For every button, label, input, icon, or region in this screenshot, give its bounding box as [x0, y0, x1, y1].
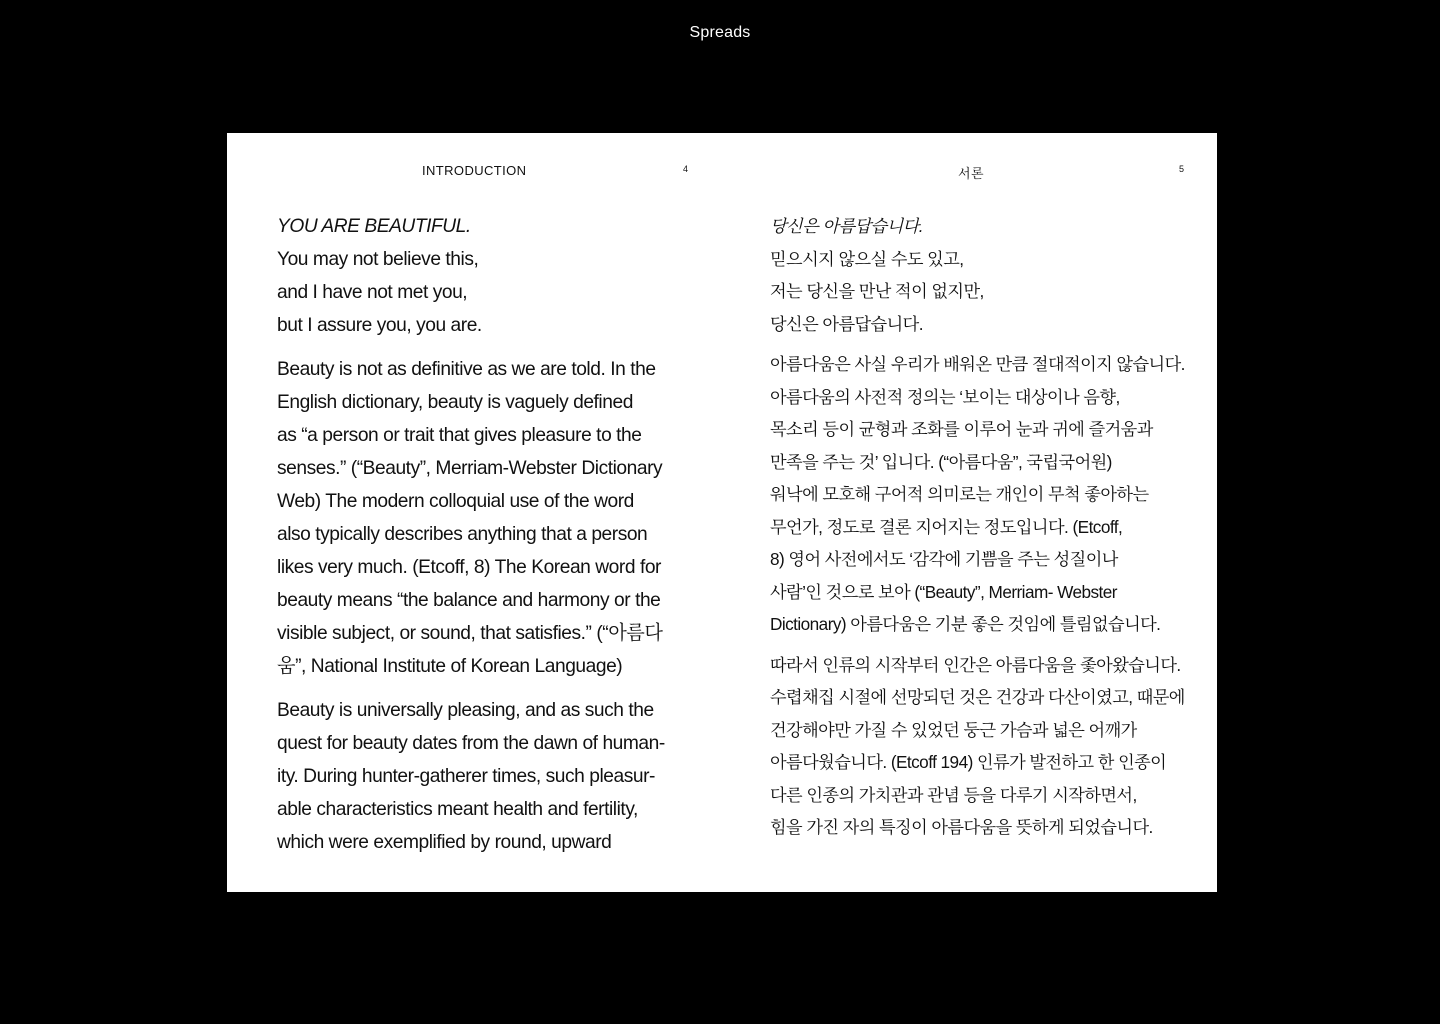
paragraph-2	[277, 353, 689, 683]
text-line: 워낙에 모호해 구어적 의미로는 개인이 무척 좋아하는	[770, 484, 1149, 504]
paragraph-2	[770, 348, 1195, 641]
text-line: Beauty is not as definitive as we are told. In the	[277, 359, 656, 380]
running-head-right: 서론	[958, 166, 984, 181]
page-number-right: 5	[1179, 164, 1185, 174]
paragraph-3	[277, 694, 689, 859]
text-line: and I have not met you,	[277, 282, 468, 303]
text-line: 당신은 아름답습니다.	[770, 216, 923, 236]
text-line: which were exemplified by round, upward	[277, 832, 612, 853]
text-line: quest for beauty dates from the dawn of human-	[277, 733, 665, 754]
text-line: visible subject, or sound, that satisfies.” (“아름다	[277, 623, 663, 644]
text-line: also typically describes anything that a person	[277, 524, 648, 545]
body-text-left	[277, 210, 689, 859]
text-line: 다른 인종의 가치관과 관념 등을 다루기 시작하면서,	[770, 784, 1137, 805]
running-head-left: INTRODUCTION	[422, 163, 527, 178]
text-line: 믿으시지 않으실 수도 있고,	[770, 248, 964, 269]
text-line: 당신은 아름답습니다.	[770, 313, 923, 334]
text-line: ity. During hunter-gatherer times, such pleasur-	[277, 766, 655, 787]
body-text-right	[770, 210, 1195, 844]
text-line: Web) The modern colloquial use of the word	[277, 491, 634, 512]
text-line: senses.” (“Beauty”, Merriam-Webster Dictionary	[277, 458, 663, 479]
text-line: 움”, National Institute of Korean Language)	[277, 656, 623, 677]
text-line: 아름다웠습니다. (Etcoff 194) 인류가 발전하고 한 인종이	[770, 752, 1167, 772]
text-line: likes very much. (Etcoff, 8) The Korean word for	[277, 557, 661, 578]
text-line: 따라서 인류의 시작부터 인간은 아름다움을 좇아왔습니다.	[770, 654, 1181, 675]
text-line: 8) 영어 사전에서도 ‘감각에 기쁨을 주는 성질이나	[770, 549, 1118, 569]
paragraph-1	[277, 210, 689, 342]
text-line: 아름다움은 사실 우리가 배워온 만큼 절대적이지 않습니다.	[770, 354, 1185, 374]
text-line: You may not believe this,	[277, 249, 479, 270]
text-line: Dictionary) 아름다움은 기분 좋은 것임에 틀림없습니다.	[770, 614, 1161, 634]
text-line: beauty means “the balance and harmony or the	[277, 590, 661, 611]
left-page	[227, 133, 722, 892]
text-line: but I assure you, you are.	[277, 315, 482, 336]
text-line: English dictionary, beauty is vaguely defined	[277, 392, 633, 413]
text-line: 사람’인 것으로 보아 (“Beauty”, Merriam- Webster	[770, 581, 1117, 602]
page-number-left: 4	[683, 164, 689, 174]
text-line: 힘을 가진 자의 특징이 아름다움을 뜻하게 되었습니다.	[770, 817, 1153, 837]
text-line: 건강해야만 가질 수 있었던 둥근 가슴과 넓은 어깨가	[770, 719, 1137, 740]
paragraph-1	[770, 210, 1195, 340]
text-line: able characteristics meant health and fertility,	[277, 799, 638, 820]
text-line: 만족을 주는 것’ 입니다. (“아름다움”, 국립국어원)	[770, 451, 1112, 472]
text-line: 저는 당신을 만난 적이 없지만,	[770, 281, 984, 301]
text-line: 목소리 등이 균형과 조화를 이루어 눈과 귀에 즐거움과	[770, 419, 1153, 439]
right-page	[722, 133, 1217, 892]
text-line: 수렵채집 시절에 선망되던 것은 건강과 다산이였고, 때문에	[770, 687, 1185, 707]
text-line: as “a person or trait that gives pleasure to the	[277, 425, 642, 446]
page-header-title: Spreads	[689, 24, 751, 41]
text-line: Beauty is universally pleasing, and as such the	[277, 700, 654, 721]
text-line: YOU ARE BEAUTIFUL.	[277, 216, 471, 237]
paragraph-3	[770, 649, 1195, 844]
book-spread	[227, 133, 1217, 892]
text-line: 아름다움의 사전적 정의는 ‘보이는 대상이나 음향,	[770, 386, 1120, 407]
text-line: 무언가, 정도로 결론 지어지는 정도입니다. (Etcoff,	[770, 516, 1123, 537]
